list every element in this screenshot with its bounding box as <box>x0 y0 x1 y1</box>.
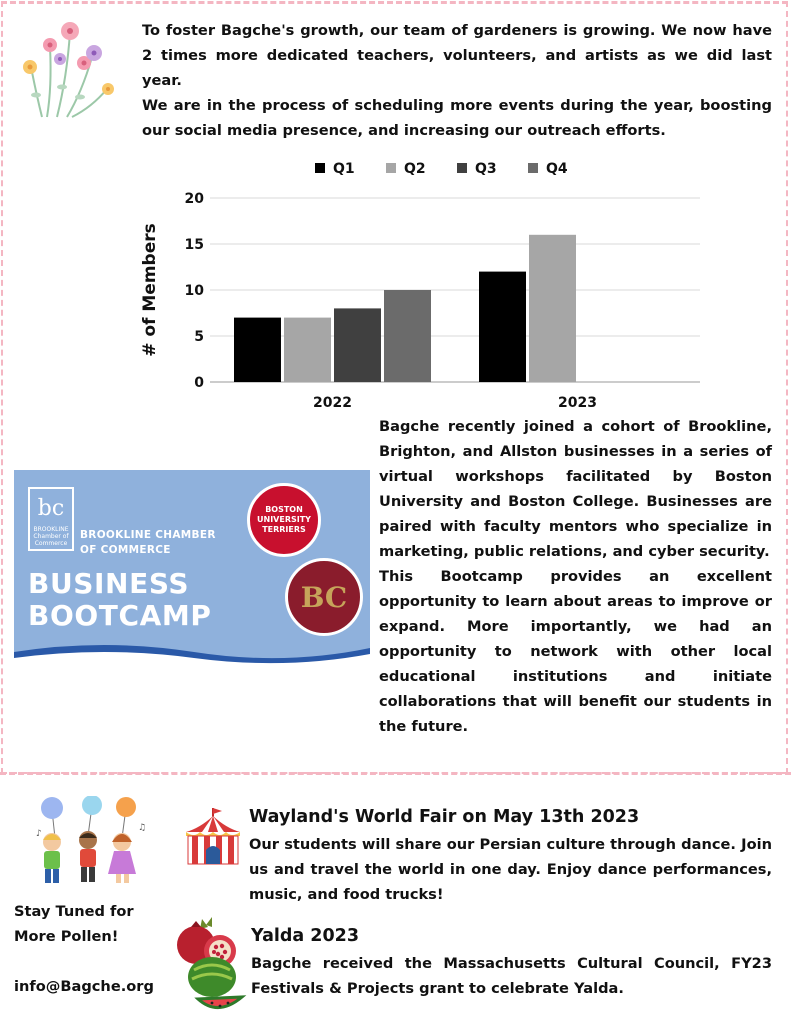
bootcamp-paragraph-2: This Bootcamp provides an excellent opportunity to learn about areas to improve or expand. More importantly, we had an opportunity to network with other local educational institutions and initiate collaborations that will benefit our students in the future. <box>379 568 772 735</box>
legend-label: Q3 <box>475 161 497 177</box>
members-bar-chart <box>130 150 730 415</box>
business-bootcamp-banner <box>14 470 370 688</box>
contact-email[interactable]: info@Bagche.org <box>14 978 154 995</box>
pomegranate-watermelon-icon <box>172 915 252 1020</box>
legend-swatch-q3 <box>457 163 467 173</box>
logo-letters: bc <box>37 496 65 521</box>
bar-q2-2022 <box>284 318 331 382</box>
bootcamp-text <box>379 414 772 739</box>
circus-tent-icon <box>182 806 244 868</box>
brookline-chamber-logo <box>28 487 74 551</box>
x-tick-label: 2023 <box>558 395 597 411</box>
y-tick-label: 15 <box>184 237 204 253</box>
y-tick-label: 5 <box>194 329 204 345</box>
chamber-line-2: OF COMMERCE <box>80 544 171 556</box>
event-body-world-fair: Our students will share our Persian culture through dance. Join us and travel the world in one day. Enjoy dance performances, music, and food trucks! <box>249 836 772 903</box>
section-divider <box>0 772 791 775</box>
bar-q2-2023 <box>529 235 576 382</box>
event-title-yalda: Yalda 2023 <box>251 926 360 946</box>
bu-seal-text: BOSTON UNIVERSITY TERRIERS <box>257 505 311 534</box>
logo-subtext: BROOKLINE Chamber of Commerce <box>33 526 69 547</box>
flowers-illustration-icon <box>12 17 122 122</box>
svg-text:♫: ♫ <box>138 823 147 833</box>
kids-with-balloons-icon <box>30 796 150 886</box>
y-axis-label: # of Members <box>140 223 160 357</box>
banner-wave <box>14 638 370 688</box>
legend-label: Q4 <box>546 161 568 177</box>
bootcamp-title <box>28 568 211 632</box>
boston-university-seal <box>247 483 321 557</box>
x-tick-label: 2022 <box>313 395 352 411</box>
bc-seal-text: BC <box>300 580 348 614</box>
bar-q4-2022 <box>384 290 431 382</box>
event-title-world-fair: Wayland's World Fair on May 13th 2023 <box>249 807 640 827</box>
bar-q1-2023 <box>479 272 526 382</box>
bootcamp-paragraph-1: Bagche recently joined a cohort of Brookline, Brighton, and Allston businesses in a series of virtual workshops facilitated by Boston University and Boston College. Businesses are paired with faculty mentors who specialize in marketing, public relations, and cyber security. <box>379 418 772 560</box>
bootcamp-title-line-1: BUSINESS <box>28 567 190 600</box>
chamber-name <box>80 528 216 558</box>
legend-label: Q1 <box>333 161 355 177</box>
event-body-yalda: Bagche received the Massachusetts Cultural Council, FY23 Festivals & Projects grant to celebrate Yalda. <box>251 955 772 997</box>
bar-q1-2022 <box>234 318 281 382</box>
legend-label: Q2 <box>404 161 426 177</box>
legend-swatch-q4 <box>528 163 538 173</box>
tagline-line-1: Stay Tuned for <box>14 903 134 920</box>
svg-text:♪: ♪ <box>36 829 42 839</box>
tagline-line-2: More Pollen! <box>14 928 119 945</box>
intro-paragraph-1: To foster Bagche's growth, our team of gardeners is growing. We now have 2 times more dedicated teachers, volunteers, and artists as we did last year. <box>142 22 772 89</box>
intro-text <box>142 18 772 143</box>
bootcamp-title-line-2: BOOTCAMP <box>28 599 212 632</box>
y-tick-label: 10 <box>184 283 204 299</box>
y-tick-label: 20 <box>184 191 204 207</box>
legend-swatch-q2 <box>386 163 396 173</box>
y-tick-label: 0 <box>194 375 204 391</box>
legend-swatch-q1 <box>315 163 325 173</box>
boston-college-seal <box>285 558 363 636</box>
sidebar-tagline <box>14 899 134 949</box>
intro-paragraph-2: We are in the process of scheduling more events during the year, boosting our social media presence, and increasing our outreach efforts. <box>142 97 772 139</box>
bar-q3-2022 <box>334 308 381 382</box>
chamber-line-1: BROOKLINE CHAMBER <box>80 529 216 541</box>
